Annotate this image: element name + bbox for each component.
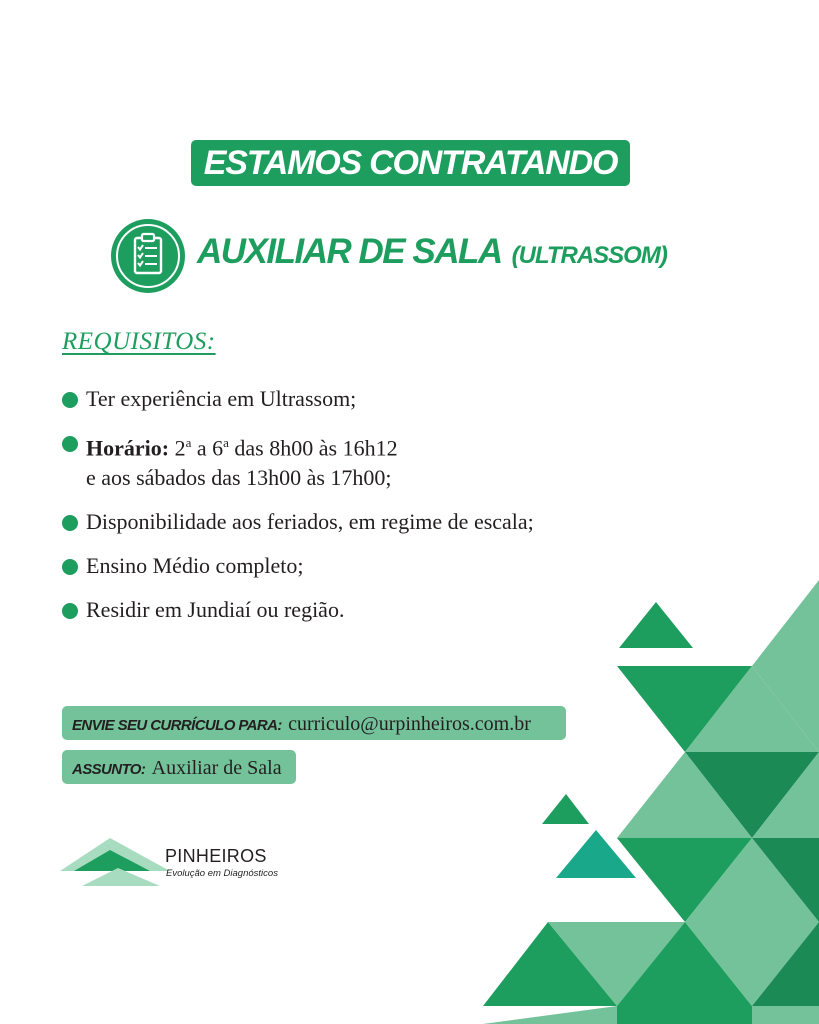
requirement-item: Disponibilidade aos feriados, em regime de escala; [60, 507, 534, 537]
schedule-label: Horário: [86, 435, 170, 461]
brand-tagline: Evolução em Diagnósticos [166, 868, 278, 879]
job-title-main: AUXILIAR DE SALA [197, 232, 502, 271]
bullet-icon [62, 436, 78, 452]
subject-pill [62, 750, 296, 784]
bullet-icon [62, 392, 78, 408]
send-cv-label: ENVIE SEU CURRÍCULO PARA: [72, 717, 282, 734]
job-title [197, 232, 667, 272]
bullet-icon [62, 559, 78, 575]
brand-name: PINHEIROS [165, 846, 267, 866]
email-link[interactable]: curriculo@urpinheiros.com.br [288, 713, 531, 735]
bullet-icon [62, 515, 78, 531]
requirement-item: Ter experiência em Ultrassom; [60, 384, 534, 414]
subject-value: Auxiliar de Sala [151, 757, 282, 779]
subject-label: ASSUNTO: [72, 761, 146, 778]
requirement-item: Ensino Médio completo; [60, 551, 534, 581]
requirement-item-schedule: Horário: 2$^a$ a 6$^a$ das 8h00 às 16h12 e aos sábados das 13h00 às 17h00; [60, 428, 534, 493]
email-pill [62, 706, 566, 740]
pinheiros-logo-icon [60, 838, 170, 886]
bullet-icon [62, 603, 78, 619]
hiring-banner [191, 140, 630, 186]
job-title-subtitle: (ULTRASSOM) [511, 242, 667, 269]
hiring-label: ESTAMOS CONTRATANDO [203, 144, 618, 182]
requirement-item: Residir em Jundiaí ou região. [60, 595, 534, 625]
requirements-list [60, 384, 534, 639]
requirements-heading: REQUISITOS: [62, 328, 216, 355]
clipboard-checklist-icon [111, 219, 185, 293]
